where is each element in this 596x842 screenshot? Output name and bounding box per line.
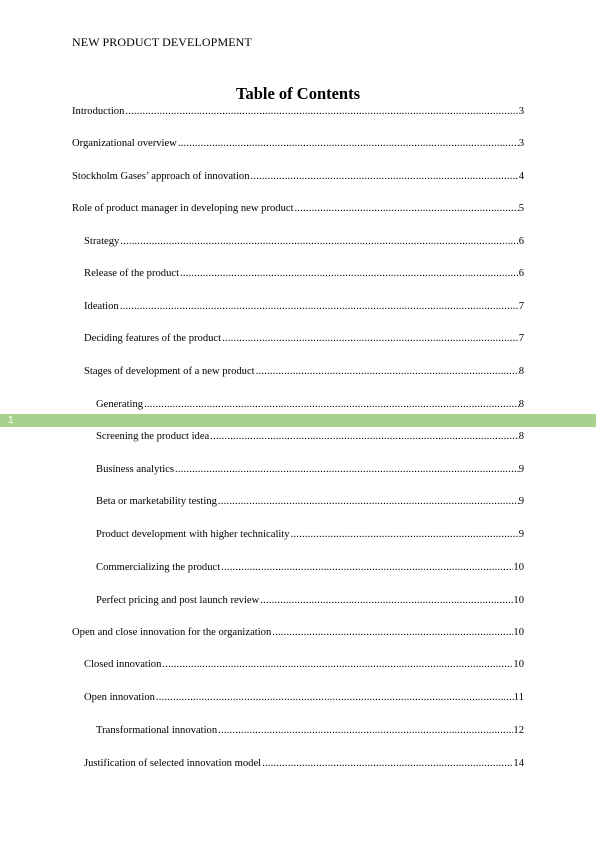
toc-entry-commercializing[interactable] <box>96 561 524 574</box>
toc-entry-label: Product development with higher technicality <box>96 529 290 540</box>
toc-entry-release-of-product[interactable] <box>84 267 524 280</box>
toc-entry-page: 9 <box>518 496 524 507</box>
toc-entry-label: Introduction <box>72 106 125 117</box>
toc-leader-dots <box>256 365 519 378</box>
toc-entry-page: 8 <box>518 399 524 410</box>
toc-entry-label: Business analytics <box>96 464 174 475</box>
toc-entry-page: 14 <box>513 758 524 769</box>
toc-leader-dots <box>222 332 519 345</box>
toc-leader-dots <box>120 235 518 248</box>
toc-entry-page: 8 <box>518 431 524 442</box>
page-marker-bar <box>0 414 596 427</box>
toc-leader-dots <box>291 528 519 541</box>
toc-entry-page: 5 <box>518 203 524 214</box>
toc-leader-dots <box>260 594 513 607</box>
toc-entry-label: Justification of selected innovation model <box>84 758 262 769</box>
toc-leader-dots <box>221 561 513 574</box>
toc-entry-page: 8 <box>518 366 524 377</box>
toc-entry-generating[interactable] <box>96 398 524 411</box>
toc-entry-page: 6 <box>518 236 524 247</box>
toc-entry-label: Release of the product <box>84 268 180 279</box>
toc-entry-label: Transformational innovation <box>96 725 218 736</box>
toc-leader-dots <box>218 495 519 508</box>
toc-entry-label: Ideation <box>84 301 119 312</box>
toc-entry-closed-innovation[interactable] <box>84 658 524 671</box>
toc-entry-label: Role of product manager in developing new product <box>72 203 294 214</box>
toc-entry-open-innovation[interactable] <box>84 691 524 704</box>
toc-entry-label: Strategy <box>84 236 120 247</box>
toc-entry-label: Stockholm Gases’ approach of innovation <box>72 171 250 182</box>
toc-entry-screening-idea[interactable] <box>96 430 524 443</box>
toc-leader-dots <box>210 430 518 443</box>
toc-entry-label: Beta or marketability testing <box>96 496 217 507</box>
toc-entry-transformational-innovation[interactable] <box>96 724 524 737</box>
toc-entry-label: Screening the product idea <box>96 431 210 442</box>
page-marker-number: 1 <box>8 415 14 426</box>
toc-leader-dots <box>251 170 519 183</box>
toc-entry-page: 11 <box>513 692 524 703</box>
toc-entry-page: 10 <box>513 595 524 606</box>
toc-entry-justification[interactable] <box>84 757 524 770</box>
toc-entry-label: Open innovation <box>84 692 155 703</box>
toc-entry-role-of-product-manager[interactable] <box>72 202 524 215</box>
toc-entry-approach-of-innovation[interactable] <box>72 170 524 183</box>
toc-entry-page: 10 <box>513 562 524 573</box>
toc-entry-open-and-close-innovation[interactable] <box>72 626 524 639</box>
toc-entry-label: Stages of development of a new product <box>84 366 255 377</box>
toc-entry-business-analytics[interactable] <box>96 463 524 476</box>
toc-leader-dots <box>272 626 513 639</box>
toc-entry-label: Organizational overview <box>72 138 177 149</box>
toc-entry-introduction[interactable] <box>72 105 524 118</box>
toc-leader-dots <box>180 267 519 280</box>
toc-leader-dots <box>162 658 513 671</box>
toc-leader-dots <box>120 300 519 313</box>
toc-entry-beta-testing[interactable] <box>96 495 524 508</box>
toc-leader-dots <box>156 691 514 704</box>
toc-entry-ideation[interactable] <box>84 300 524 313</box>
toc-entry-page: 10 <box>513 627 524 638</box>
toc-title: Table of Contents <box>235 84 361 103</box>
toc-entry-label: Deciding features of the product <box>84 333 222 344</box>
toc-entry-page: 6 <box>518 268 524 279</box>
toc-leader-dots <box>125 105 518 118</box>
toc-entry-page: 10 <box>513 659 524 670</box>
toc-entry-page: 12 <box>513 725 524 736</box>
toc-leader-dots <box>178 137 519 150</box>
toc-entry-page: 9 <box>518 529 524 540</box>
toc-entry-label: Commercializing the product <box>96 562 221 573</box>
toc-entry-label: Closed innovation <box>84 659 162 670</box>
toc-entry-page: 4 <box>518 171 524 182</box>
toc-entry-page: 3 <box>518 106 524 117</box>
toc-entry-label: Perfect pricing and post launch review <box>96 595 260 606</box>
toc-entry-deciding-features[interactable] <box>84 332 524 345</box>
toc-entry-label: Generating <box>96 399 144 410</box>
toc-entry-label: Open and close innovation for the organization <box>72 627 272 638</box>
toc-leader-dots <box>295 202 519 215</box>
toc-leader-dots <box>175 463 519 476</box>
toc-entry-strategy[interactable] <box>84 235 524 248</box>
toc-entry-stages-of-development[interactable] <box>84 365 524 378</box>
toc-entry-higher-technicality[interactable] <box>96 528 524 541</box>
toc-entry-page: 9 <box>518 464 524 475</box>
toc-leader-dots <box>218 724 513 737</box>
toc-entry-page: 7 <box>518 333 524 344</box>
toc-entry-page: 3 <box>518 138 524 149</box>
running-header: NEW PRODUCT DEVELOPMENT <box>72 35 252 49</box>
toc-entry-organizational-overview[interactable] <box>72 137 524 150</box>
toc-leader-dots <box>262 757 513 770</box>
toc-entry-perfect-pricing[interactable] <box>96 594 524 607</box>
toc-entry-page: 7 <box>518 301 524 312</box>
toc-leader-dots <box>144 398 519 411</box>
